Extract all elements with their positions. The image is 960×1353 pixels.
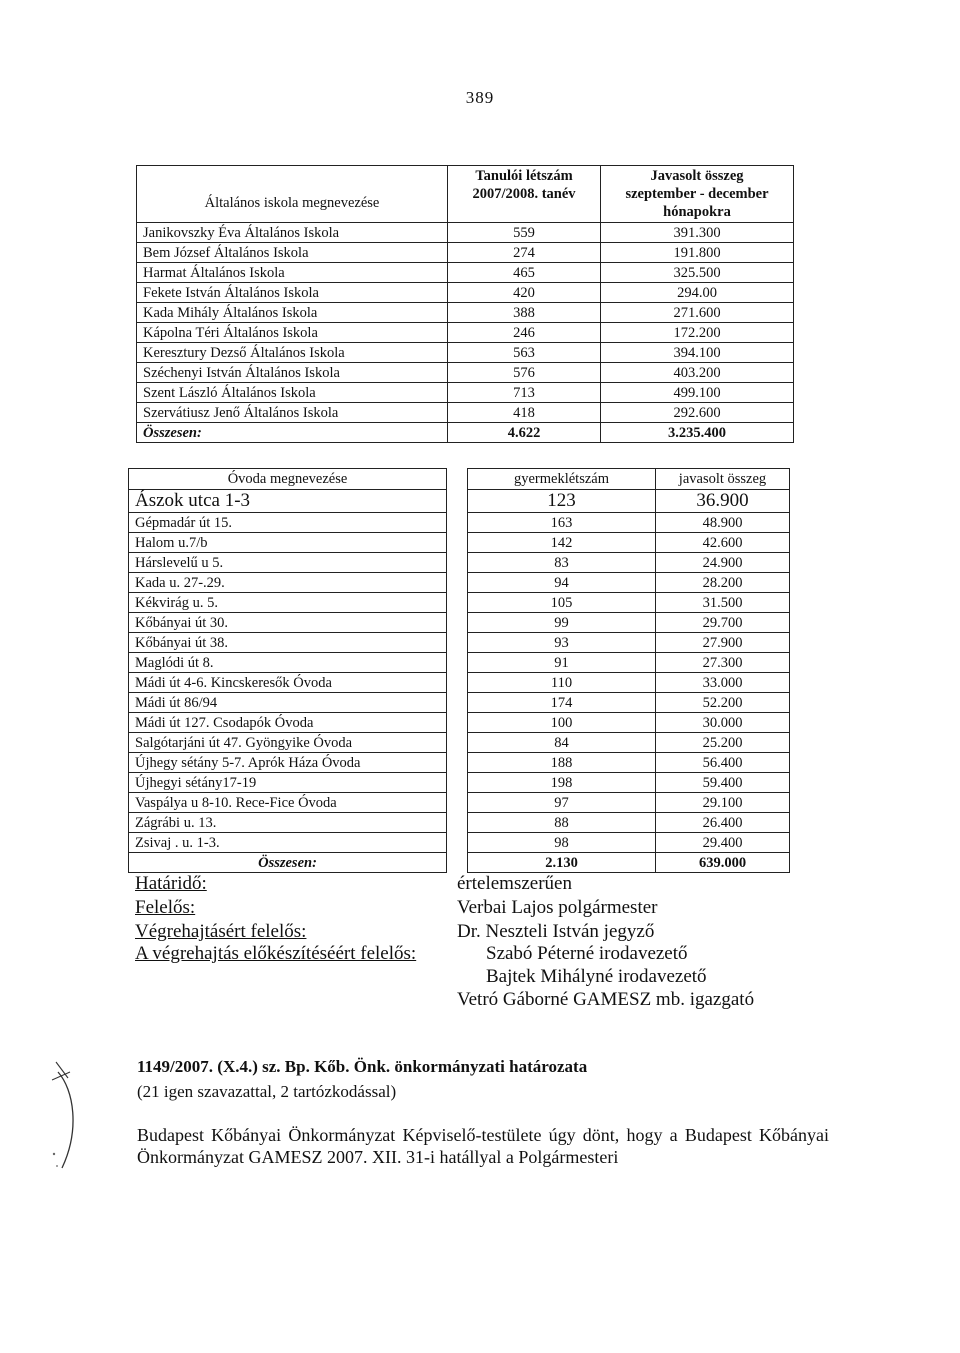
table-row	[129, 833, 790, 853]
kinder-gap	[447, 613, 468, 633]
kinder-gap	[447, 533, 468, 553]
kinder-amount: 33.000	[656, 673, 790, 693]
table-row	[129, 533, 790, 553]
kinder-name: Hárslevelű u 5.	[129, 553, 447, 573]
kinder-gap	[447, 853, 468, 873]
school-amount: 271.600	[601, 303, 794, 323]
execution-value: Dr. Neszteli István jegyző	[457, 921, 655, 942]
school-count: 388	[448, 303, 601, 323]
school-count-header-line2: 2007/2008. tanév	[472, 186, 576, 202]
school-amount: 292.600	[601, 403, 794, 423]
kinder-amount-header: javasolt összeg	[656, 469, 790, 490]
school-amount-header-line3: hónapokra	[663, 204, 731, 220]
kinder-count: 99	[468, 613, 656, 633]
table-row	[137, 323, 794, 343]
kinder-name: Kada u. 27-.29.	[129, 573, 447, 593]
school-amount-header	[601, 166, 794, 223]
table-row	[137, 303, 794, 323]
school-total-label: Összesen:	[137, 423, 448, 443]
school-table-header	[137, 166, 794, 223]
kinder-count: 123	[468, 490, 656, 513]
table-row	[137, 383, 794, 403]
kinder-amount: 27.900	[656, 633, 790, 653]
kinder-amount: 24.900	[656, 553, 790, 573]
kinder-amount: 29.400	[656, 833, 790, 853]
school-amount: 403.200	[601, 363, 794, 383]
kinder-name: Újhegyi sétány17-19	[129, 773, 447, 793]
kinder-amount: 30.000	[656, 713, 790, 733]
kinder-amount: 26.400	[656, 813, 790, 833]
kinder-name: Mádi út 4-6. Kincskeresők Óvoda	[129, 673, 447, 693]
kinder-gap	[447, 833, 468, 853]
table-row	[137, 243, 794, 263]
school-count: 246	[448, 323, 601, 343]
kinder-gap	[447, 653, 468, 673]
kinder-name: Mádi út 127. Csodapók Óvoda	[129, 713, 447, 733]
responsible-label: Felelős:	[135, 897, 196, 918]
table-row	[129, 813, 790, 833]
table-row	[129, 513, 790, 533]
school-count: 563	[448, 343, 601, 363]
table-row	[129, 713, 790, 733]
school-name: Keresztury Dezső Általános Iskola	[137, 343, 448, 363]
kinder-name: Maglódi út 8.	[129, 653, 447, 673]
kinder-name: Ászok utca 1-3	[129, 490, 447, 513]
kinder-count: 188	[468, 753, 656, 773]
kinder-total-label: Összesen:	[129, 853, 447, 873]
kinder-name: Vaspálya u 8-10. Rece-Fice Óvoda	[129, 793, 447, 813]
school-name: Janikovszky Éva Általános Iskola	[137, 223, 448, 243]
school-amount: 172.200	[601, 323, 794, 343]
margin-bracket-mark	[40, 1050, 90, 1180]
table-row	[129, 553, 790, 573]
deadline-value: értelemszerűen	[457, 873, 572, 894]
table-row	[129, 613, 790, 633]
kinder-name: Újhegy sétány 5-7. Aprók Háza Óvoda	[129, 753, 447, 773]
table-row	[129, 490, 790, 513]
kinder-name: Kékvirág u. 5.	[129, 593, 447, 613]
school-count: 465	[448, 263, 601, 283]
kinder-count: 84	[468, 733, 656, 753]
kinder-table-header	[129, 469, 790, 490]
table-row	[129, 593, 790, 613]
kinder-gap	[447, 733, 468, 753]
table-row	[129, 633, 790, 653]
school-name-header	[137, 166, 448, 223]
table-row	[129, 793, 790, 813]
school-name: Fekete István Általános Iskola	[137, 283, 448, 303]
school-budget-table	[136, 165, 794, 443]
kinder-total-row	[129, 853, 790, 873]
school-name: Széchenyi István Általános Iskola	[137, 363, 448, 383]
school-total-count: 4.622	[448, 423, 601, 443]
table-row	[137, 343, 794, 363]
preparation-label: A végrehajtás előkészítéséért felelős:	[135, 943, 417, 964]
kinder-amount: 29.700	[656, 613, 790, 633]
school-name: Szent László Általános Iskola	[137, 383, 448, 403]
kinder-gap	[447, 513, 468, 533]
kinder-count: 83	[468, 553, 656, 573]
kinder-count: 105	[468, 593, 656, 613]
kinder-gap	[447, 573, 468, 593]
school-amount-header-line2: szeptember - december	[625, 186, 769, 202]
kinder-gap	[447, 593, 468, 613]
kinder-count: 174	[468, 693, 656, 713]
preparation-value-2: Bajtek Mihályné irodavezető	[486, 966, 707, 987]
kinder-amount: 31.500	[656, 593, 790, 613]
school-name: Kápolna Téri Általános Iskola	[137, 323, 448, 343]
kinder-gap	[447, 553, 468, 573]
table-row	[137, 283, 794, 303]
table-row	[129, 653, 790, 673]
kindergarten-budget-table	[128, 468, 790, 873]
school-count: 420	[448, 283, 601, 303]
kinder-count: 88	[468, 813, 656, 833]
school-name-header-text: Általános iskola megnevezése	[204, 194, 380, 211]
kinder-gap	[447, 793, 468, 813]
school-count: 418	[448, 403, 601, 423]
table-row	[129, 753, 790, 773]
school-total-amount: 3.235.400	[601, 423, 794, 443]
kinder-gap	[447, 813, 468, 833]
kinder-count: 94	[468, 573, 656, 593]
table-row	[137, 403, 794, 423]
school-amount: 325.500	[601, 263, 794, 283]
table-row	[129, 773, 790, 793]
kinder-name: Kőbányai út 30.	[129, 613, 447, 633]
table-row	[129, 673, 790, 693]
kinder-amount: 59.400	[656, 773, 790, 793]
school-count-header	[448, 166, 601, 223]
kinder-amount: 42.600	[656, 533, 790, 553]
school-name: Bem József Általános Iskola	[137, 243, 448, 263]
kinder-count: 100	[468, 713, 656, 733]
school-amount: 191.800	[601, 243, 794, 263]
table-row	[129, 693, 790, 713]
kinder-name: Kőbányai út 38.	[129, 633, 447, 653]
page-number: 389	[465, 88, 495, 107]
school-name: Szervátiusz Jenő Általános Iskola	[137, 403, 448, 423]
kinder-gap	[447, 490, 468, 513]
school-amount: 391.300	[601, 223, 794, 243]
kinder-amount: 56.400	[656, 753, 790, 773]
execution-label: Végrehajtásért felelős:	[135, 921, 307, 942]
table-row	[137, 223, 794, 243]
preparation-value-1: Szabó Péterné irodavezető	[486, 943, 688, 964]
kinder-total-amount: 639.000	[656, 853, 790, 873]
kinder-gap	[447, 753, 468, 773]
kinder-amount: 48.900	[656, 513, 790, 533]
kinder-gap	[447, 633, 468, 653]
kinder-count: 110	[468, 673, 656, 693]
kinder-gap	[447, 673, 468, 693]
school-count-header-line1: Tanulói létszám	[475, 168, 573, 184]
table-row	[137, 263, 794, 283]
school-amount: 499.100	[601, 383, 794, 403]
school-amount-header-line1: Javasolt összeg	[650, 168, 744, 184]
table-row	[129, 573, 790, 593]
kinder-name: Mádi út 86/94	[129, 693, 447, 713]
kinder-count-header: gyermeklétszám	[468, 469, 656, 490]
kinder-amount: 28.200	[656, 573, 790, 593]
kinder-count: 93	[468, 633, 656, 653]
deadline-label: Határidő:	[135, 873, 207, 894]
kinder-total-count: 2.130	[468, 853, 656, 873]
responsible-value: Verbai Lajos polgármester	[457, 897, 658, 918]
kinder-amount: 52.200	[656, 693, 790, 713]
resolution-body: Budapest Kőbányai Önkormányzat Képviselő-testülete úgy dönt, hogy a Budapest Kőbányai Önkormányzat GAMESZ 2007. XII. 31-i hatállyal a Polgármesteri	[137, 1125, 829, 1167]
kinder-name: Gépmadár út 15.	[129, 513, 447, 533]
school-name: Kada Mihály Általános Iskola	[137, 303, 448, 323]
school-amount: 294.00	[601, 283, 794, 303]
kinder-name: Zsivaj . u. 1-3.	[129, 833, 447, 853]
kinder-amount: 36.900	[656, 490, 790, 513]
kinder-count: 198	[468, 773, 656, 793]
kinder-name-header: Óvoda megnevezése	[129, 469, 447, 490]
kinder-name: Zágrábi u. 13.	[129, 813, 447, 833]
kinder-gap	[447, 773, 468, 793]
kinder-gap	[447, 469, 468, 490]
kinder-name: Salgótarjáni út 47. Gyöngyike Óvoda	[129, 733, 447, 753]
preparation-value-3: Vetró Gáborné GAMESZ mb. igazgató	[457, 989, 755, 1010]
kinder-name: Halom u.7/b	[129, 533, 447, 553]
kinder-amount: 29.100	[656, 793, 790, 813]
school-count: 559	[448, 223, 601, 243]
school-count: 576	[448, 363, 601, 383]
kinder-gap	[447, 713, 468, 733]
resolution-votes: (21 igen szavazattal, 2 tartózkodással)	[137, 1082, 397, 1101]
school-amount: 394.100	[601, 343, 794, 363]
school-count: 713	[448, 383, 601, 403]
table-row	[137, 363, 794, 383]
kinder-gap	[447, 693, 468, 713]
table-row	[129, 733, 790, 753]
resolution-heading: 1149/2007. (X.4.) sz. Bp. Kőb. Önk. önkormányzati határozata	[137, 1057, 588, 1076]
school-total-row	[137, 423, 794, 443]
kinder-count: 142	[468, 533, 656, 553]
kinder-amount: 27.300	[656, 653, 790, 673]
kinder-count: 163	[468, 513, 656, 533]
kinder-count: 98	[468, 833, 656, 853]
school-name: Harmat Általános Iskola	[137, 263, 448, 283]
kinder-amount: 25.200	[656, 733, 790, 753]
school-count: 274	[448, 243, 601, 263]
kinder-count: 97	[468, 793, 656, 813]
kinder-count: 91	[468, 653, 656, 673]
